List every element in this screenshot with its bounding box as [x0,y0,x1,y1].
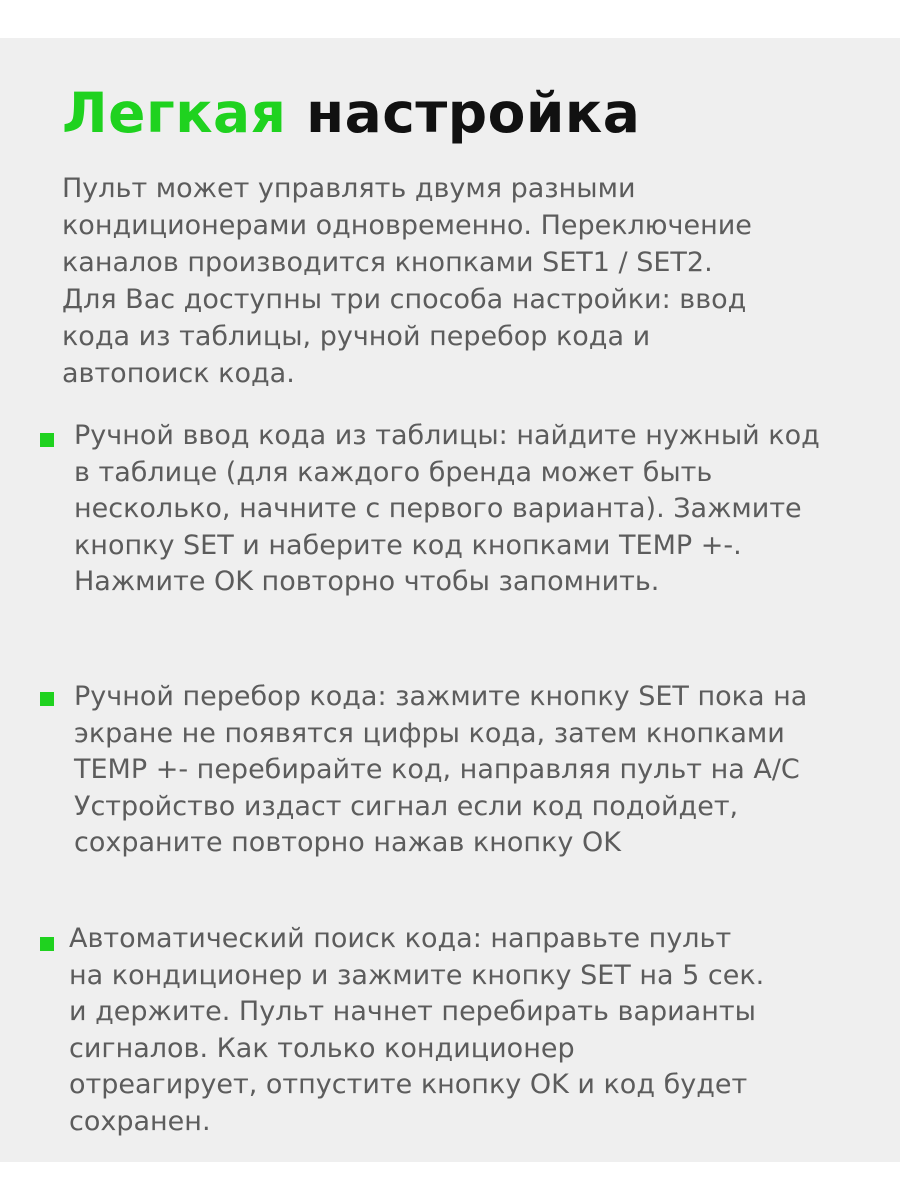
method-line: Автоматический поиск кода: направьте пульт [69,923,732,954]
method-line: Устройство издаст сигнал если код подойдет, [74,790,739,822]
method-line: кнопку SET и наберите код кнопками TEMP +-. [74,529,742,561]
green-square-bullet-icon [40,937,54,951]
method-line: сигналов. Как только кондиционер [69,1032,575,1064]
intro-line: кода из таблицы, ручной перебор кода и [62,321,651,352]
method-line: несколько, начните с первого варианта). Зажмите [74,493,802,524]
method-description [74,418,820,601]
title-main-word: настройка [306,81,641,145]
title-accent-word: Легкая [62,81,287,145]
page-title [62,78,640,148]
method-line: на кондиционер и зажмите кнопку SET на 5 сек. [69,959,765,991]
intro-line: Пульт может управлять двумя разными [62,173,636,204]
method-line: TEMP +- перебирайте код, направляя пульт на A/C [74,754,800,785]
intro-line: автопоиск кода. [62,358,295,389]
method-line: Ручной перебор кода: зажмите кнопку SET пока на [74,681,808,712]
method-description [74,679,807,862]
method-line: экране не появятся цифры кода, затем кнопками [74,717,785,749]
method-line: Ручной ввод кода из таблицы: найдите нужный код [74,420,820,451]
method-line: сохраните повторно нажав кнопку OK [74,827,621,858]
intro-paragraph [62,170,882,392]
intro-line: каналов производится кнопками SET1 / SET2. [62,247,713,278]
intro-line: Для Вас доступны три способа настройки: ввод [62,284,747,315]
green-square-bullet-icon [40,433,54,447]
method-line: сохранен. [69,1105,211,1137]
method-line: Нажмите OK повторно чтобы запомнить. [74,566,660,597]
instruction-panel [0,38,900,1162]
method-description [69,921,764,1140]
method-line: в таблице (для каждого бренда может быть [74,456,713,488]
method-line: отреагирует, отпустите кнопку OK и код будет [69,1069,748,1100]
method-line: и держите. Пульт начнет перебирать варианты [69,996,756,1027]
green-square-bullet-icon [40,692,54,706]
intro-line: кондиционерами одновременно. Переключение [62,210,752,241]
